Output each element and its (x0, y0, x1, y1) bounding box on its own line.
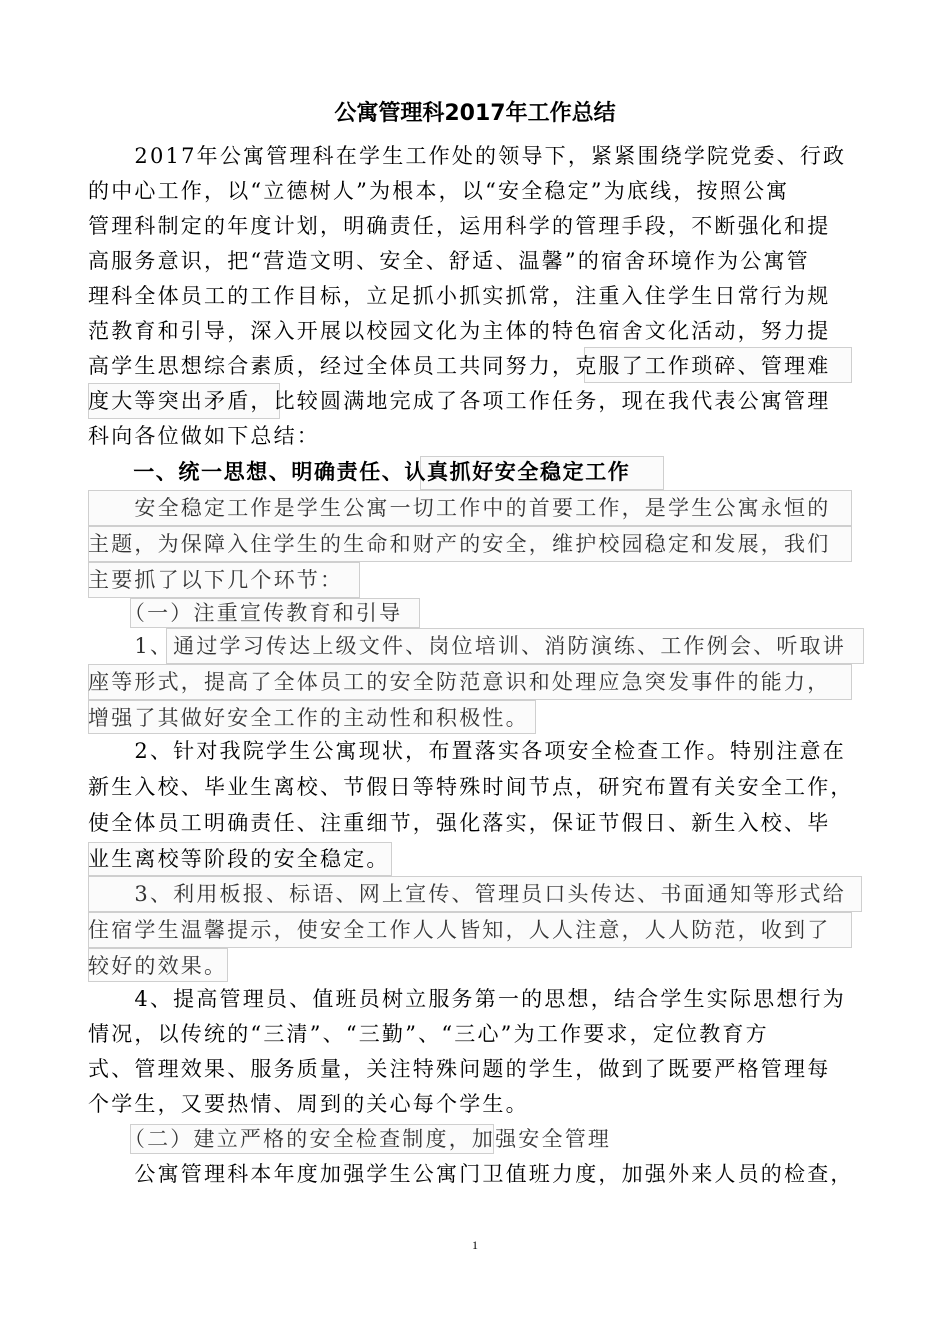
body-line: 1、通过学习传达上级文件、岗位培训、消防演练、工作例会、听取讲 (88, 634, 846, 658)
body-line: 公寓管理科本年度加强学生公寓门卫值班力度，加强外来人员的检查， (88, 1162, 854, 1186)
body-line: 主题，为保障入住学生的生命和财产的安全，维护校园稳定和发展，我们 (88, 532, 831, 556)
body-line: 2、针对我院学生公寓现状，布置落实各项安全检查工作。特别注意在 (88, 739, 846, 763)
body-line: 情况，以传统的“三清”、“三勤”、“三心”为工作要求，定位教育方 (88, 1022, 769, 1046)
body-line: 高学生思想综合素质，经过全体员工共同努力，克服了工作琐碎、管理难 (88, 354, 831, 378)
body-line: 座等形式，提高了全体员工的安全防范意识和处理应急突发事件的能力， (88, 670, 831, 694)
body-line: 范教育和引导，深入开展以校园文化为主体的特色宿舍文化活动，努力提 (88, 319, 831, 343)
body-line: 的中心工作，以“立德树人”为根本，以“安全稳定”为底线，按照公寓 (88, 179, 790, 203)
document-title: 公寓管理科2017年工作总结 (334, 101, 616, 126)
body-line: 主要抓了以下几个环节： (88, 568, 344, 592)
page-number: 1 (472, 1238, 478, 1252)
subsection-heading: （二）建立严格的安全检查制度，加强安全管理 (88, 1127, 612, 1151)
body-line: 科向各位做如下总结： (88, 424, 320, 448)
body-line: 4、提高管理员、值班员树立服务第一的思想，结合学生实际思想行为 (88, 987, 846, 1011)
section-heading: 一、统一思想、明确责任、认真抓好安全稳定工作 (88, 460, 631, 484)
body-line: 2017年公寓管理科在学生工作处的领导下，紧紧围绕学院党委、行政 (88, 144, 847, 168)
body-line: 使全体员工明确责任、注重细节，强化落实，保证节假日、新生入校、毕 (88, 811, 831, 835)
body-line: 理科全体员工的工作目标，立足抓小抓实抓常，注重入住学生日常行为规 (88, 284, 831, 308)
body-line: 住宿学生温馨提示，使安全工作人人皆知，人人注意，人人防范，收到了 (88, 918, 831, 942)
body-line: 安全稳定工作是学生公寓一切工作中的首要工作，是学生公寓永恒的 (88, 496, 831, 520)
body-line: 业生离校等阶段的安全稳定。 (88, 847, 390, 871)
subsection-heading: （一）注重宣传教育和引导 (88, 601, 403, 625)
body-line: 个学生，又要热情、周到的关心每个学生。 (88, 1092, 529, 1116)
body-line: 较好的效果。 (88, 954, 228, 978)
body-line: 式、管理效果、服务质量，关注特殊问题的学生，做到了既要严格管理每 (88, 1057, 831, 1081)
body-line: 高服务意识，把“营造文明、安全、舒适、温馨”的宿舍环境作为公寓管 (88, 249, 810, 273)
body-line: 新生入校、毕业生离校、节假日等特殊时间节点，研究布置有关安全工作， (88, 775, 854, 799)
body-line: 3、利用板报、标语、网上宣传、管理员口头传达、书面通知等形式给 (88, 882, 846, 906)
body-line: 度大等突出矛盾，比较圆满地完成了各项工作任务，现在我代表公寓管理 (88, 389, 831, 413)
body-line: 管理科制定的年度计划，明确责任，运用科学的管理手段，不断强化和提 (88, 214, 831, 238)
body-line: 增强了其做好安全工作的主动性和积极性。 (88, 706, 529, 730)
